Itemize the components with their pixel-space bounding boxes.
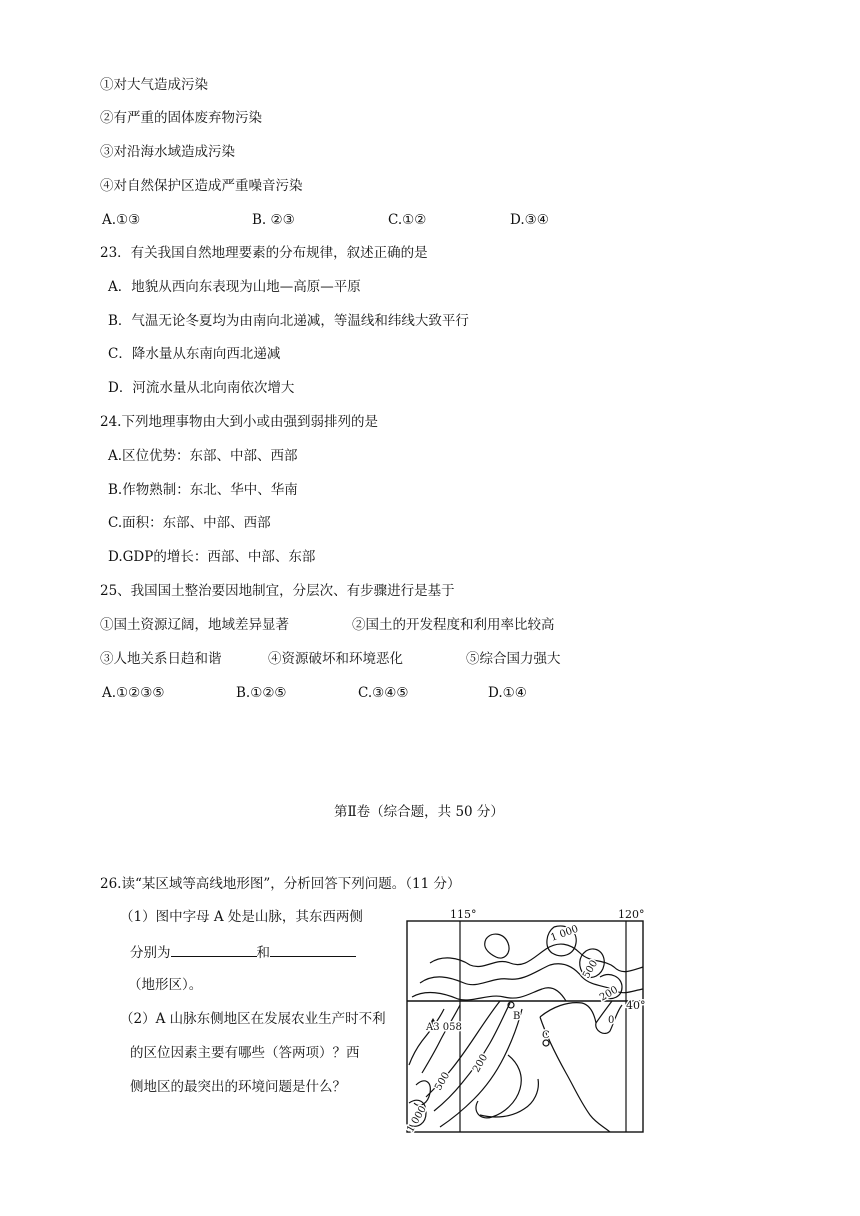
q25-option-a: A.①②③⑤ — [102, 685, 165, 701]
q24-option-c: C.面积：东部、中部、西部 — [108, 515, 271, 531]
q24-option-b: B.作物熟制：东北、华中、华南 — [108, 482, 298, 498]
q22-item-3: ③对沿海水域造成污染 — [100, 144, 235, 160]
q25-choice-4: ④资源破坏和环境恶化 — [268, 651, 403, 667]
contour-map — [400, 905, 648, 1137]
q22-option-c: C.①② — [388, 212, 427, 228]
label-contour-200-sw: 200 — [471, 1052, 491, 1075]
contour-plateau-4 — [485, 934, 509, 958]
q22-item-4: ④对自然保护区造成严重噪音污染 — [100, 178, 303, 194]
label-contour-200-ne: 200 — [598, 984, 621, 1004]
q23-option-b: B．气温无论冬夏均为由南向北递减，等温线和纬线大致平行 — [108, 313, 469, 329]
q26-part2-line1: （2）A 山脉东侧地区在发展农业生产时不利 — [120, 1011, 386, 1027]
q26-part1-line2 — [130, 942, 356, 962]
q26-part2-line3: 侧地区的最突出的环境问题是什么？ — [130, 1079, 346, 1095]
q26-part2-line2: 的区位因素主要有哪些（答两项）？西 — [130, 1045, 360, 1061]
q25-option-b: B.①②⑤ — [236, 685, 287, 701]
q24-stem: 24.下列地理事物由大到小或由强到弱排列的是 — [100, 414, 378, 430]
label-contour-0: 0 — [608, 1015, 615, 1026]
q23-stem: 23．有关我国自然地理要素的分布规律，叙述正确的是 — [100, 245, 428, 261]
label-contour-1000-top: 1 000 — [549, 923, 580, 944]
answer-blank-1[interactable] — [171, 942, 257, 957]
contour-plateau-1 — [430, 944, 643, 972]
q23-option-c: C．降水量从东南向西北递减 — [108, 346, 281, 362]
q22-option-b: B. ②③ — [252, 212, 295, 228]
q25-option-c: C.③④⑤ — [358, 685, 409, 701]
label-115: 115° — [450, 908, 477, 921]
q26-part1-line3: （地形区）。 — [128, 977, 203, 993]
q25-stem: 25、我国国土整治要因地制宜，分层次、有步骤进行是基于 — [100, 583, 455, 599]
q26-part1-text-b: 和 — [256, 945, 270, 961]
answer-blank-2[interactable] — [270, 942, 356, 957]
q24-option-a: A.区位优势：东部、中部、西部 — [108, 448, 298, 464]
section-title: 第Ⅱ卷（综合题，共 50 分） — [334, 804, 504, 820]
label-point-a: A3 058 — [426, 1022, 462, 1033]
q22-item-1: ①对大气造成污染 — [100, 77, 208, 93]
label-40: 40° — [626, 999, 646, 1012]
q25-choice-1: ①国土资源辽阔，地域差异显著 — [100, 617, 289, 633]
q26-stem: 26.读“某区域等高线地形图”，分析回答下列问题。（11 分） — [100, 876, 461, 892]
q24-option-d: D.GDP的增长：西部、中部、东部 — [108, 549, 316, 565]
label-contour-500-sw: 500 — [433, 1070, 453, 1093]
label-contour-1000-sw: 1 000 — [405, 1104, 429, 1135]
contour-mountain-5 — [409, 1009, 444, 1065]
q25-choice-5: ⑤综合国力强大 — [466, 651, 561, 667]
label-point-b: B — [513, 1011, 521, 1022]
q23-option-d: D．河流水量从北向南依次增大 — [108, 380, 295, 396]
label-point-c: C — [542, 1030, 550, 1041]
q25-choice-3: ③人地关系日趋和谐 — [100, 651, 222, 667]
contour-plateau-3 — [412, 988, 566, 1001]
q26-part1-text-a: 分别为 — [130, 945, 171, 961]
q22-option-d: D.③④ — [510, 212, 549, 228]
label-120: 120° — [618, 908, 645, 921]
q23-option-a: A．地貌从西向东表现为山地—高原—平原 — [108, 279, 361, 295]
q26-part1-line1: （1）图中字母 A 处是山脉，其东西两侧 — [120, 909, 363, 925]
q25-choice-2: ②国土的开发程度和利用率比较高 — [352, 617, 555, 633]
q22-item-2: ②有严重的固体废弃物污染 — [100, 110, 262, 126]
contour-plain-2 — [480, 1079, 538, 1117]
label-contour-500: 500 — [581, 958, 601, 981]
q22-option-a: A.①③ — [102, 212, 141, 228]
q25-option-d: D.①④ — [488, 685, 527, 701]
contour-mountain-2 — [434, 1003, 510, 1111]
